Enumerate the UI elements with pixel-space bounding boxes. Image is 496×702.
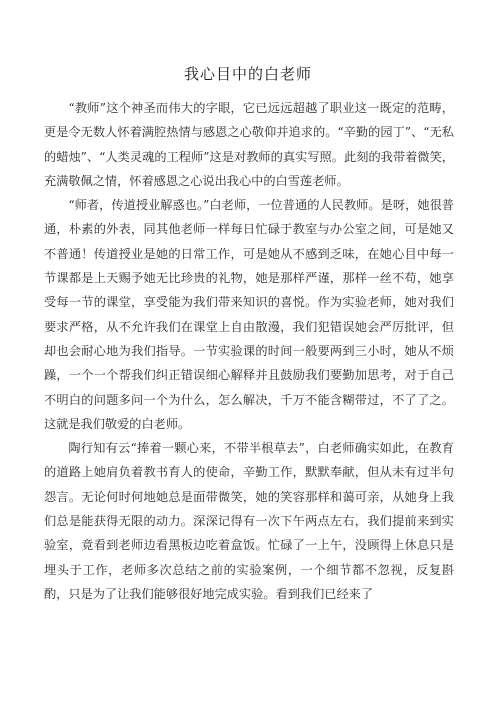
document-body: [44, 96, 454, 606]
paragraph: “师者，传道授业解惑也。”白老师，一位普通的人民教师。是呀，她很普通，朴素的外表，同其他老师一样每日忙碌于教室与办公室之间，可是她又不普通！传道授业是她的日常工作，可是她从不感到乏味，在她心目中每一节课都是上天赐予她无比珍贵的礼物，她是那样严谨，那样一丝不苟，她享受每一节的课堂，享受能为我们带来知识的喜悦。作为实验老师，她对我们要求严格，从不允许我们在课堂上自由散漫，我们犯错误她会严厉批评，但却也会耐心地为我们指导。一节实验课的时间一般要两到三小时，她从不烦躁，一个一个帮我们纠正错误细心解释并且鼓励我们要勤加思考，对于自己不明白的问题多问一个为什么，怎么解决，千万不能含糊带过，不了了之。这就是我们敬爱的白老师。: [44, 198, 454, 431]
document-title: 我心目中的白老师: [183, 65, 312, 83]
paragraph: “教师”这个神圣而伟大的字眼，它已远远超越了职业这一既定的范畴，更是令无数人怀着满腔热情与感恩之心敬仰并追求的。“辛勤的园丁”、“无私的蜡烛”、“人类灵魂的工程师”这是对教师的真实写照。此刻的我带着微笑，充满敬佩之情，怀着感恩之心说出我心中的白雪莲老师。: [44, 101, 454, 188]
paragraph: 陶行知有云“捧着一颗心来，不带半根草去”，白老师确实如此，在教育的道路上她肩负着教书育人的使命，辛勤工作，默默奉献，但从未有过半句怨言。无论何时何地她总是面带微笑，她的笑容那样和蔼可亲，从她身上我们总是能获得无限的动力。深深记得有一次下午两点左右，我们提前来到实验室，竟看到老师边看黑板边吃着盒饭。忙碌了一上午，没顾得上休息只是埋头于工作，老师多次总结之前的实验案例，一个细节都不忽视，反复斟酌，只是为了让我们能够很好地完成实验。看到我们已经来了: [44, 441, 454, 601]
